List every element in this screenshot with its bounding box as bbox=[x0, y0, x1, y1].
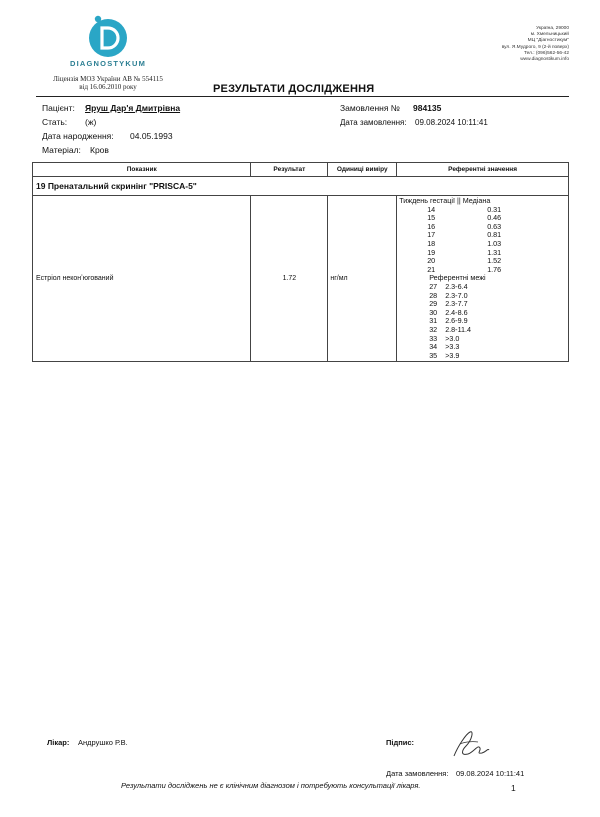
range-week: 30 bbox=[429, 307, 438, 317]
signature-label: Підпис: bbox=[386, 738, 415, 747]
median-row bbox=[399, 214, 568, 223]
address-line: Тел.: (096)562-56-42 bbox=[523, 50, 569, 56]
logo-wordmark: DIAGNOSTYKUM bbox=[70, 59, 147, 68]
order-date-value: 09.08.2024 10:11:41 bbox=[415, 118, 488, 127]
address-line: м. Хмельницький bbox=[530, 32, 569, 38]
median-week: 16 bbox=[427, 221, 436, 231]
disclaimer: Результати досліджень не є клінічним діагнозом і потребують консультації лікаря. bbox=[121, 781, 421, 790]
range-row bbox=[399, 326, 568, 335]
license-block bbox=[30, 75, 186, 91]
median-row bbox=[399, 223, 568, 232]
col-header-reference: Референтні значення bbox=[397, 163, 569, 177]
range-week: 34 bbox=[429, 342, 438, 352]
median-week: 15 bbox=[427, 213, 436, 223]
range-week: 35 bbox=[429, 350, 438, 360]
range-value: >3.0 bbox=[445, 333, 460, 343]
ref-header: Тиждень гестації || Медіана bbox=[399, 196, 491, 205]
range-row bbox=[399, 309, 568, 318]
median-row bbox=[399, 240, 568, 249]
range-row bbox=[399, 317, 568, 326]
range-value: >3.3 bbox=[445, 342, 460, 352]
median-value: 0.46 bbox=[487, 213, 502, 223]
range-week: 28 bbox=[429, 290, 438, 300]
range-week: 32 bbox=[429, 324, 438, 334]
range-row bbox=[399, 343, 568, 352]
range-week: 29 bbox=[429, 299, 438, 309]
doctor-label: Лікар: bbox=[47, 738, 70, 747]
order-number: 984135 bbox=[413, 103, 442, 113]
median-week: 21 bbox=[427, 264, 436, 274]
birth-label: Дата народження: bbox=[42, 131, 114, 141]
result-value: 1.72 bbox=[251, 196, 328, 362]
section-row bbox=[33, 177, 569, 196]
median-value: 0.63 bbox=[487, 221, 502, 231]
address-line: Україна, 29000 bbox=[536, 26, 569, 31]
address-line: вул. Я.Мудрого, 9 (2-й поверх) bbox=[501, 44, 569, 50]
median-row bbox=[399, 206, 568, 215]
patient-label: Пацієнт: bbox=[42, 103, 75, 113]
range-week: 33 bbox=[429, 333, 438, 343]
col-header-unit: Одиниці виміру bbox=[328, 163, 397, 177]
material-label: Матеріал: bbox=[42, 145, 81, 155]
col-header-result: Результат bbox=[251, 163, 328, 177]
median-value: 1.03 bbox=[487, 238, 502, 248]
range-value: 2.8-11.4 bbox=[445, 324, 472, 334]
ranges-header: Референтні межі bbox=[429, 273, 486, 283]
range-value: 2.4-8.6 bbox=[445, 307, 468, 317]
footer-order-date-value: 09.08.2024 10:11:41 bbox=[456, 769, 525, 778]
section-title: 19 Пренатальний скринінг "PRISCA-5" bbox=[33, 177, 569, 196]
median-value: 0.31 bbox=[487, 204, 502, 214]
order-label: Замовлення № bbox=[340, 103, 400, 113]
median-row bbox=[399, 257, 568, 266]
range-row bbox=[399, 352, 568, 361]
median-value: 0.81 bbox=[487, 230, 502, 240]
range-row bbox=[399, 300, 568, 309]
sex-value: (ж) bbox=[85, 117, 97, 127]
birth-value: 04.05.1993 bbox=[130, 131, 173, 141]
col-header-indicator: Показник bbox=[33, 163, 251, 177]
address-line: МЦ "Діагностикум" bbox=[527, 38, 569, 44]
table-header-row bbox=[33, 163, 569, 177]
header-divider bbox=[36, 96, 569, 97]
range-value: 2.3-6.4 bbox=[445, 281, 468, 291]
median-week: 20 bbox=[427, 256, 436, 266]
range-value: 2.3-7.7 bbox=[445, 299, 468, 309]
material-value: Кров bbox=[90, 145, 109, 155]
median-week: 19 bbox=[427, 247, 436, 257]
range-row bbox=[399, 283, 568, 292]
range-week: 27 bbox=[429, 281, 438, 291]
median-week: 14 bbox=[427, 204, 436, 214]
range-value: 2.6-9.9 bbox=[445, 316, 468, 326]
median-week: 17 bbox=[427, 230, 436, 240]
range-value: 2.3-7.0 bbox=[445, 290, 468, 300]
diagnostykum-logo-icon bbox=[86, 14, 130, 58]
results-table bbox=[32, 162, 569, 362]
order-date-label: Дата замовлення: bbox=[340, 118, 407, 127]
sex-label: Стать: bbox=[42, 117, 68, 127]
range-row bbox=[399, 335, 568, 344]
page-title: РЕЗУЛЬТАТИ ДОСЛІДЖЕННЯ bbox=[213, 83, 375, 95]
unit-value: нг/мл bbox=[328, 196, 397, 362]
footer-order-date-label: Дата замовлення: bbox=[386, 769, 449, 778]
median-row bbox=[399, 249, 568, 258]
median-value: 1.76 bbox=[487, 264, 502, 274]
median-value: 1.52 bbox=[487, 256, 502, 266]
address-line: www.diagnostikum.info bbox=[520, 57, 569, 63]
page-number: 1 bbox=[511, 783, 516, 793]
median-week: 18 bbox=[427, 238, 436, 248]
reference-values bbox=[397, 196, 569, 362]
range-value: >3.9 bbox=[445, 350, 460, 360]
median-row bbox=[399, 231, 568, 240]
range-row bbox=[399, 292, 568, 301]
license-line-1: Ліцензія МОЗ України АВ № 554115 bbox=[53, 75, 163, 83]
patient-name: Яруш Дар'я Дмитрівна bbox=[85, 103, 181, 113]
license-line-2: від 16.06.2010 року bbox=[79, 83, 137, 91]
indicator-name: Естріол неконʼюгований bbox=[33, 196, 251, 362]
clinic-address bbox=[429, 26, 569, 63]
signature-image-icon bbox=[448, 726, 492, 762]
doctor-name: Андрушко Р.В. bbox=[78, 738, 128, 747]
median-value: 1.31 bbox=[487, 247, 502, 257]
table-row bbox=[33, 196, 569, 362]
range-week: 31 bbox=[429, 316, 438, 326]
